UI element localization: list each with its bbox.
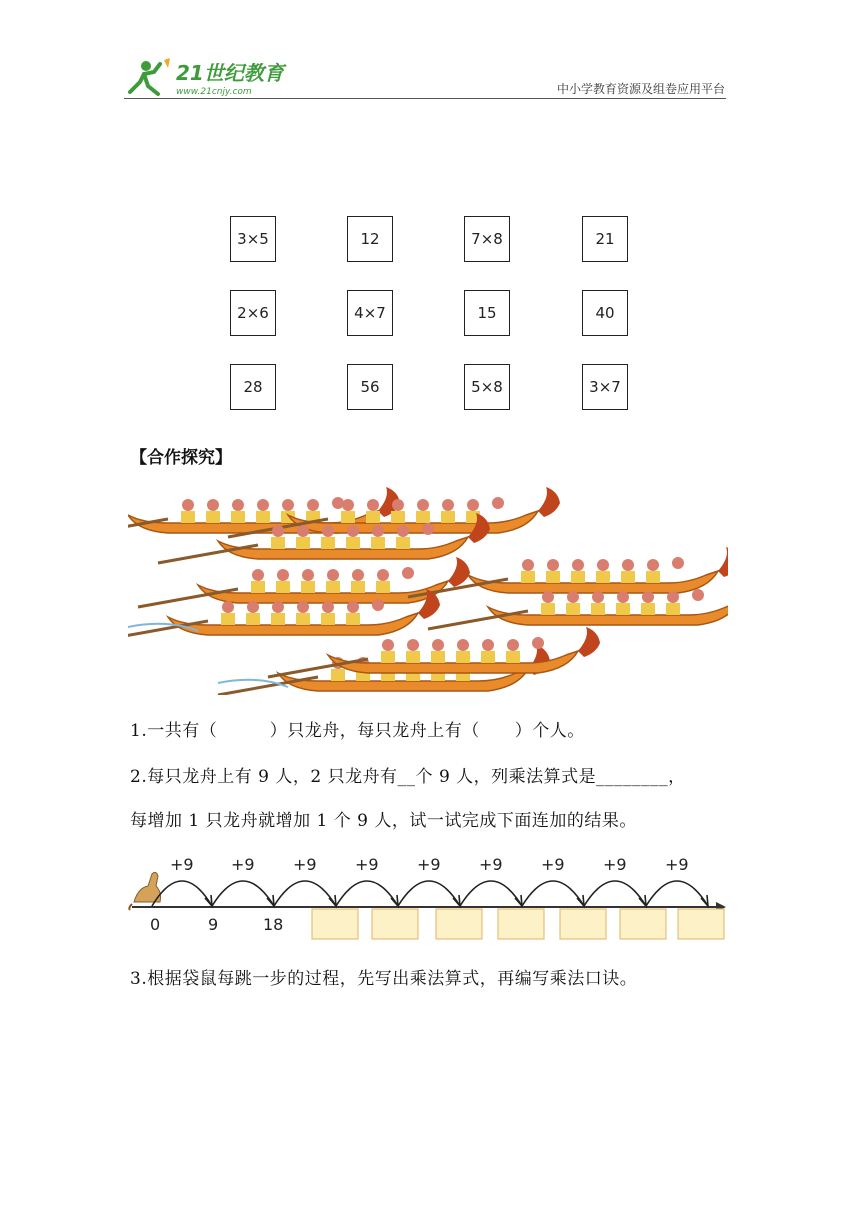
card-r1c4[interactable]: 21 [582,216,628,262]
runner-icon [130,58,170,94]
logo-text: 21世纪教育 [176,61,284,85]
card-r3c4[interactable]: 3×7 [582,364,628,410]
answer-blank[interactable] [372,909,418,939]
card-r2c1[interactable]: 2×6 [230,290,276,336]
tick-label-18: 18 [263,915,284,934]
card-r1c1[interactable]: 3×5 [230,216,276,262]
card-r1c3[interactable]: 7×8 [464,216,510,262]
jump-arc [584,881,646,906]
question-2: 2.每只龙舟上有 9 人，2 只龙舟有__个 9 人，列乘法算式是________， [130,767,686,787]
number-line [128,848,728,944]
jump-label: +9 [231,855,255,874]
dragon-boats-illustration [128,475,728,695]
logo-url: www.21cnjy.com [176,87,252,97]
jump-label: +9 [603,855,627,874]
question-2-continued: 每增加 1 只龙舟就增加 1 个 9 人，试一试完成下面连加的结果。 [130,811,637,831]
jump-arc [336,881,398,906]
answer-blank[interactable] [498,909,544,939]
header-divider [124,98,726,99]
jump-arc [212,881,274,906]
jump-arc [646,881,708,906]
jump-arc [460,881,522,906]
jump-label: +9 [293,855,317,874]
jump-label: +9 [541,855,565,874]
answer-blank[interactable] [312,909,358,939]
tick-label-0: 0 [150,915,161,934]
dragon-boat-icon [138,557,470,607]
answer-blank[interactable] [560,909,606,939]
card-r2c3[interactable]: 15 [464,290,510,336]
header-tagline: 中小学教育资源及组卷应用平台 [556,82,725,96]
jump-label: +9 [479,855,503,874]
question-1: 1.一共有（ ）只龙舟，每只龙舟上有（ ）个人。 [130,721,585,741]
card-r1c2[interactable]: 12 [347,216,393,262]
card-r3c3[interactable]: 5×8 [464,364,510,410]
jump-label: +9 [665,855,689,874]
card-r2c4[interactable]: 40 [582,290,628,336]
answer-blank[interactable] [436,909,482,939]
jump-arc [522,881,584,906]
answer-blank[interactable] [678,909,724,939]
tick-label-9: 9 [208,915,219,934]
jump-arc [398,881,460,906]
question-3: 3.根据袋鼠每跳一步的过程，先写出乘法算式，再编写乘法口诀。 [130,969,638,989]
card-r3c2[interactable]: 56 [347,364,393,410]
jump-arc [274,881,336,906]
jump-label: +9 [417,855,441,874]
jump-arc [152,881,212,906]
answer-blank[interactable] [620,909,666,939]
card-r2c2[interactable]: 4×7 [347,290,393,336]
jump-label: +9 [170,855,194,874]
jump-label: +9 [355,855,379,874]
site-logo [124,54,294,100]
section-title: 【合作探究】 [130,448,232,468]
kangaroo-icon [129,872,160,910]
card-r3c1[interactable]: 28 [230,364,276,410]
